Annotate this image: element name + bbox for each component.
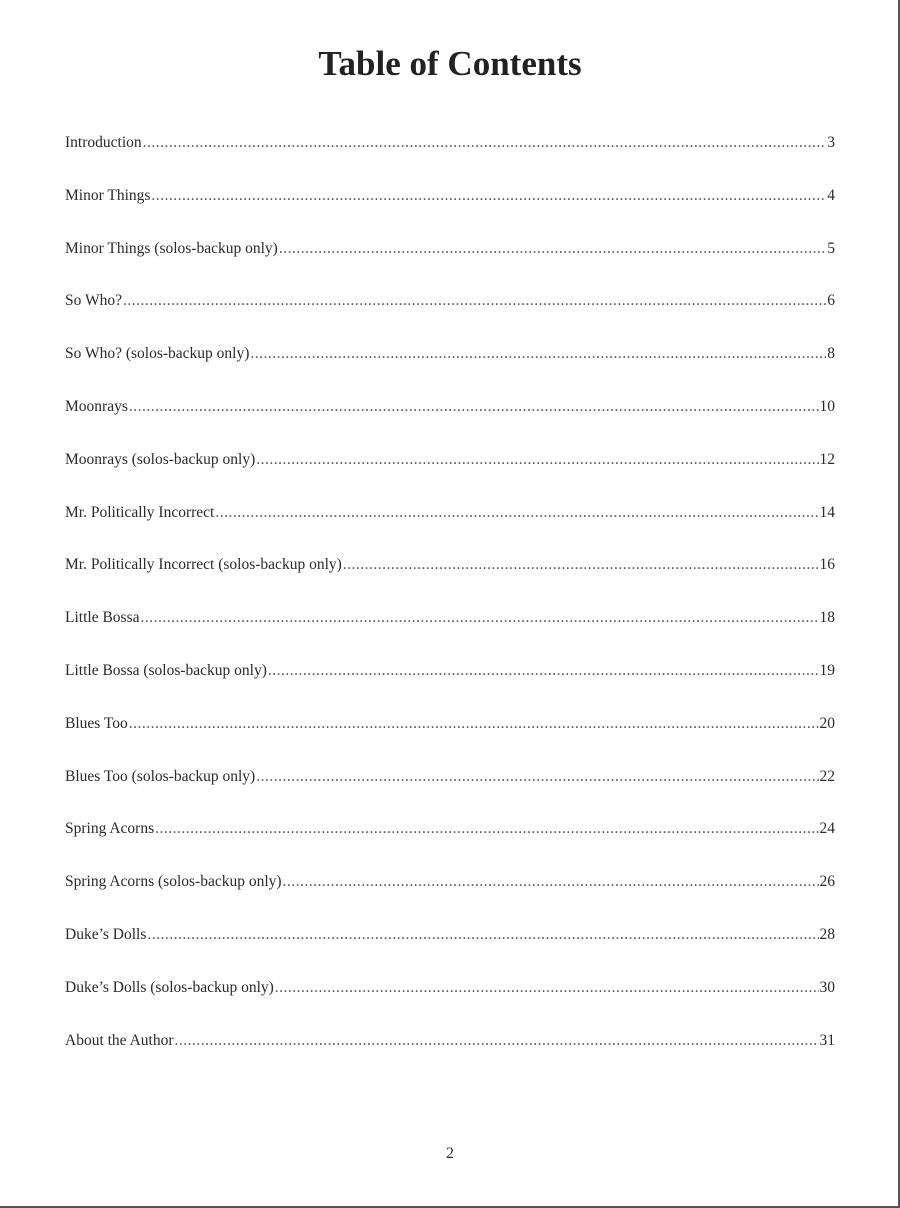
toc-entry-label: Introduction (65, 134, 142, 151)
toc-entry (65, 292, 835, 345)
toc-entry-page: 24 (819, 820, 835, 838)
toc-entry-page: 5 (827, 239, 835, 257)
dot-leader (343, 556, 819, 574)
dot-leader (250, 345, 826, 363)
dot-leader (215, 504, 818, 522)
toc-entry-page: 10 (819, 397, 835, 415)
toc-entry (65, 873, 835, 926)
dot-leader (129, 715, 819, 733)
dot-leader (279, 240, 826, 258)
toc-entry (65, 345, 835, 398)
toc-entry-page: 16 (819, 556, 835, 574)
toc-entry-label: Minor Things (65, 186, 151, 204)
toc-entry-label: About the Author (65, 1031, 174, 1049)
toc-entry-page: 30 (819, 978, 835, 996)
toc-entry-label: Minor Things (solos-backup only) (65, 239, 278, 257)
dot-leader (123, 292, 826, 310)
page-number: 2 (446, 1145, 454, 1162)
toc-entry-label: Blues Too (solos-backup only) (65, 767, 256, 785)
toc-entry (65, 504, 835, 557)
page-title: Table of Contents (318, 44, 582, 83)
toc-entry (65, 609, 835, 662)
dot-leader (275, 979, 819, 997)
toc-entry-page: 26 (819, 873, 835, 891)
toc-entry-label: Blues Too (65, 714, 128, 732)
toc-entry-page: 8 (827, 345, 835, 363)
toc-entry (65, 768, 835, 821)
toc-entry (65, 451, 835, 504)
toc-entry (65, 715, 835, 768)
toc-entry-label: Duke’s Dolls (65, 925, 147, 943)
table-of-contents (65, 134, 835, 1084)
toc-entry-label: Spring Acorns (65, 820, 155, 838)
toc-entry (65, 556, 835, 609)
toc-entry-page: 6 (827, 292, 835, 310)
toc-entry-page: 31 (819, 1031, 835, 1049)
toc-entry-label: So Who? (65, 292, 122, 310)
toc-entry-page: 14 (819, 503, 835, 521)
dot-leader (268, 662, 819, 680)
toc-entry (65, 134, 835, 187)
toc-entry (65, 662, 835, 715)
toc-entry (65, 1032, 835, 1085)
dot-leader (147, 926, 818, 944)
toc-entry (65, 979, 835, 1032)
toc-entry-label: So Who? (solos-backup only) (65, 345, 250, 363)
toc-entry-page: 20 (819, 714, 835, 732)
toc-entry-label: Mr. Politically Incorrect (solos-backup only) (65, 556, 342, 574)
toc-entry-label: Moonrays (65, 397, 128, 415)
toc-entry (65, 240, 835, 293)
toc-entry-label: Duke’s Dolls (solos-backup only) (65, 978, 274, 996)
toc-entry-label: Little Bossa (65, 609, 140, 627)
toc-entry-label: Little Bossa (solos-backup only) (65, 661, 267, 679)
dot-leader (143, 134, 827, 152)
toc-entry-page: 28 (819, 925, 835, 943)
dot-leader (129, 398, 819, 416)
toc-entry-page: 12 (819, 450, 835, 468)
toc-entry-page: 19 (819, 661, 835, 679)
dot-leader (256, 768, 818, 786)
toc-entry (65, 926, 835, 979)
dot-leader (283, 873, 819, 891)
toc-entry-page: 3 (827, 134, 835, 151)
toc-entry-page: 18 (819, 609, 835, 627)
toc-entry (65, 398, 835, 451)
dot-leader (256, 451, 818, 469)
dot-leader (151, 187, 826, 205)
dot-leader (140, 609, 818, 627)
toc-entry-label: Spring Acorns (solos-backup only) (65, 873, 282, 891)
toc-entry-label: Mr. Politically Incorrect (65, 503, 215, 521)
dot-leader (155, 820, 818, 838)
toc-entry (65, 187, 835, 240)
dot-leader (175, 1032, 819, 1050)
toc-entry-label: Moonrays (solos-backup only) (65, 450, 256, 468)
toc-entry (65, 820, 835, 873)
toc-entry-page: 22 (819, 767, 835, 785)
toc-entry-page: 4 (827, 186, 835, 204)
